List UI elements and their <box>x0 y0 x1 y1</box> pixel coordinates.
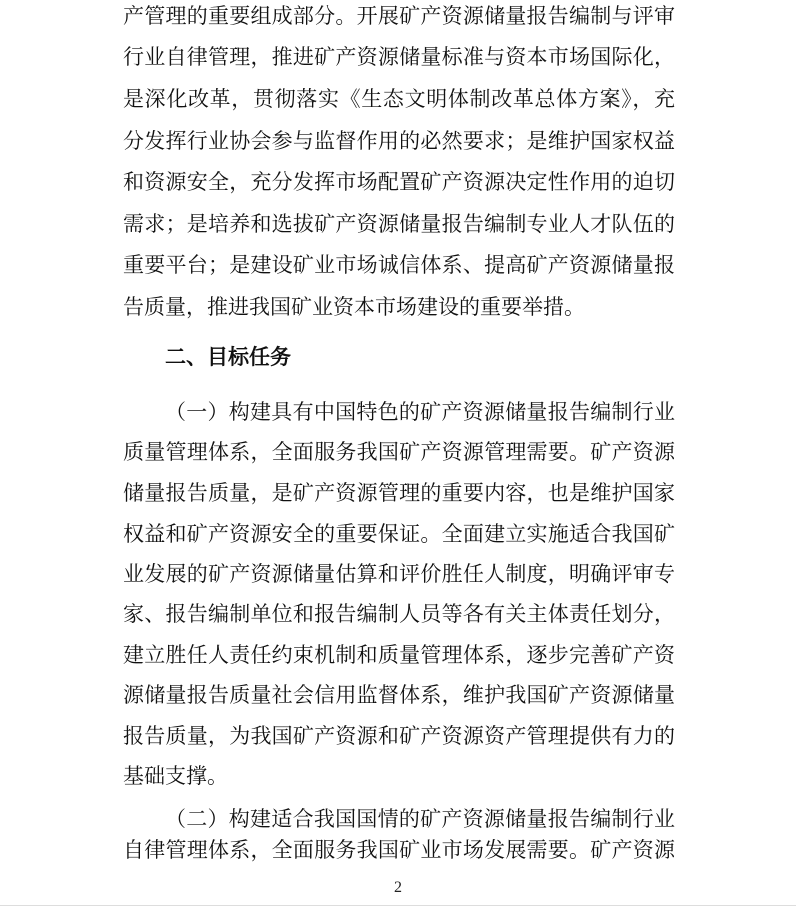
text-line: 重要平台；是建设矿业市场诚信体系、提高矿产资源储量报 <box>123 253 675 277</box>
text-line: 报告质量，为我国矿产资源和矿产资源资产管理提供有力的 <box>123 724 675 748</box>
page-number: 2 <box>394 879 402 896</box>
text-line: （一）构建具有中国特色的矿产资源储量报告编制行业 <box>165 400 675 424</box>
text-line: 分发挥行业协会参与监督作用的必然要求；是维护国家权益 <box>123 129 675 153</box>
text-line: 需求；是培养和选拔矿产资源储量报告编制专业人才队伍的 <box>123 212 675 236</box>
text-line: 自律管理体系，全面服务我国矿业市场发展需要。矿产资源 <box>123 838 675 862</box>
text-line: 和资源安全，充分发挥市场配置矿产资源决定性作用的迫切 <box>123 170 675 194</box>
text-line: 基础支撑。 <box>123 764 228 788</box>
text-line: 质量管理体系，全面服务我国矿产资源管理需要。矿产资源 <box>123 440 675 464</box>
text-line: 是深化改革，贯彻落实《生态文明体制改革总体方案》，充 <box>123 87 675 111</box>
text-line: 行业自律管理，推进矿产资源储量标准与资本市场国际化， <box>123 45 675 69</box>
text-line: 产管理的重要组成部分。开展矿产资源储量报告编制与评审 <box>123 4 675 28</box>
text-line: 建立胜任人责任约束机制和质量管理体系，逐步完善矿产资 <box>123 643 675 667</box>
text-line: 权益和矿产资源安全的重要保证。全面建立实施适合我国矿 <box>123 522 675 546</box>
text-line: 源储量报告质量社会信用监督体系，维护我国矿产资源储量 <box>123 683 675 707</box>
text-line: （二）构建适合我国国情的矿产资源储量报告编制行业 <box>165 807 675 831</box>
page-divider <box>0 905 796 906</box>
text-line: 业发展的矿产资源储量估算和评价胜任人制度，明确评审专 <box>123 562 675 586</box>
text-line: 告质量，推进我国矿业资本市场建设的重要举措。 <box>123 295 585 319</box>
section-heading: 二、目标任务 <box>165 345 291 369</box>
text-line: 家、报告编制单位和报告编制人员等各有关主体责任划分， <box>123 602 675 626</box>
text-line: 储量报告质量，是矿产资源管理的重要内容，也是维护国家 <box>123 481 675 505</box>
